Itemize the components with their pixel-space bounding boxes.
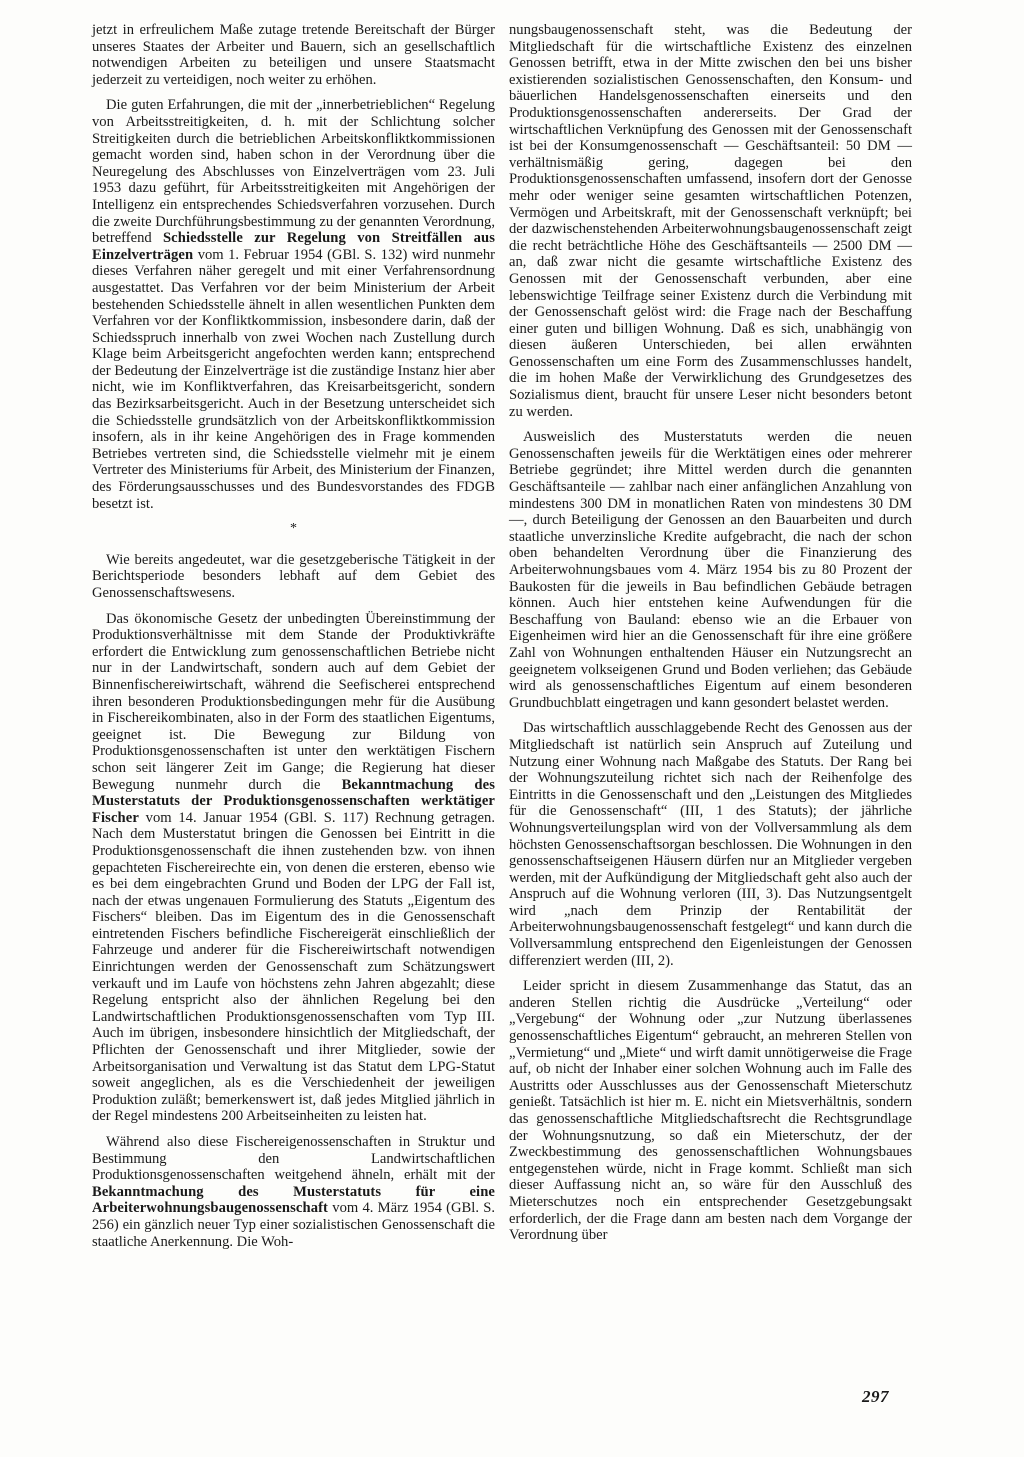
left-column [92,22,495,1259]
right-column [509,22,912,1253]
paragraph: Wie bereits angedeutet, war die gesetzgeberische Tätigkeit in der Berichtsperiode besonders lebhaft auf dem Gebiet des Genossenschaftswesens. [92,551,495,601]
page-number: 297 [862,1387,889,1406]
paragraph: Ausweislich des Musterstatuts werden die neuen Genossenschaften jeweils für die Werktätigen eines oder mehrerer Betriebe gegründet; ihre Mittel werden durch die genannten Geschäftsanteile — zahlbar nach einer anfänglichen Anzahlung von mindestens 300 DM in monatlichen Raten von mindestens 30 DM—, durch Beteiligung der Genossen an den Bauarbeiten und durch staatliche unverzinsliche Kredite aufgebracht, die nach der schon oben behandelten Verordnung über die Finanzierung des Arbeiterwohnungsbaues vom 4. März 1954 bis zu 80 Prozent der Baukosten für die jeweils in Bau befindlichen Gebäude betragen können. Auch hier entstehen keine Aufwendungen für die Beschaffung von Bauland: ebenso wie an die Erbauer von Eigenheimen wird hier an die Genossenschaft für ihre eine größere Zahl von Wohnungen enthaltenden Häuser ein Nutzungsrecht an geeignetem volkseigenen Grund und Boden verliehen; das Gebäude wird als genossenschaftliches Eigentum auf einem besonderen Grundbuchblatt eingetragen und kann gesondert belastet werden. [509,429,912,711]
paragraph: jetzt in erfreulichem Maße zutage tretende Bereitschaft der Bürger unseres Staates der Arbeiter und Bauern, sich an gesellschaftlich notwendigen Arbeiten zu beteiligen und unsere Staatsmacht jederzeit zu verteidigen, noch weiter zu erhöhen. [92,22,495,88]
paragraph: Das wirtschaftlich ausschlaggebende Recht des Genossen aus der Mitgliedschaft ist natürlich sein Anspruch auf Zuteilung und Nutzung einer Wohnung nach Maßgabe des Statuts. Der Rang bei der Wohnungszuteilung richtet sich nach der Reihenfolge des Eintritts in die Genossenschaft und den „Leistungen des Mitgliedes für die Genossenschaft“ (III, 1 des Statuts); der jährliche Wohnungsverteilungsplan wird von der Vollversammlung als dem höchsten Genossenschaftsorgan beschlossen. Die Wohnungen in den genossenschaftseigenen Häusern dürfen nur an Mitglieder vergeben werden, mit der Aufkündigung der Mitgliedschaft geht also auch der Anspruch auf die Wohnung verloren (III, 3). Das Nutzungsentgelt wird „nach dem Prinzip der Rentabilität der Arbeiterwohnungsbaugenossenschaft festgelegt“ und kann durch die Vollversammlung entsprechend den Eigenleistungen der Genossen differenziert werden (III, 2). [509,720,912,969]
bold-title: Bekanntmachung des Musterstatuts für eine Arbeiterwohnungsbaugenossenschaft [92,1183,495,1217]
bold-title: Bekanntmachung des Musterstatuts der Produktionsgenossenschaften werktätiger Fischer [92,776,495,826]
paragraph-text: Die guten Erfahrungen, die mit der „innerbetrieblichen“ Regelung von Arbeitsstreitigkeiten, d. h. mit der Schlichtung solcher Streitigkeiten durch die betrieblichen Arbeitskonfliktkommissionen gemacht worden sind, haben schon in der Verordnung über die Neuregelung des Abschlusses von Einzelverträgen vom 23. Juli 1953 dazu geführt, für Arbeitsstreitigkeiten mit Angehörigen der Intelligenz ein entsprechendes Schiedsverfahren vorzusehen. Durch die zweite Durchführungsbestimmung zu der genannten Verordnung, betreffend [92,97,495,247]
bold-title: Schiedsstelle zur Regelung von Streitfällen aus Einzelverträgen [92,230,495,263]
paragraph [92,611,495,1125]
paragraph [92,1134,495,1250]
paragraph-text: vom 1. Februar 1954 (GBl. S. 132) wird nunmehr dieses Verfahren näher geregelt und mit einer Verfahrensordnung ausgestattet. Das Verfahren vor der beim Ministerium der Arbeit bestehenden Schiedsstelle ähnelt in allen wesentlichen Punkten dem Verfahren vor der Konfliktkommission, insbesondere darin, daß der Schiedsspruch innerhalb von zwei Wochen nach Zustellung durch Klage beim Arbeitsgericht angefochten werden kann; entsprechend der Bedeutung der Einzelverträge ist die zuständige Instanz hier aber nicht, wie im Konfliktverfahren, das Kreisarbeitsgericht, sondern das Bezirksarbeitsgericht. Auch in der Besetzung unterscheidet sich die Schiedsstelle grundsätzlich von der Arbeitskonfliktkommission insofern, als in ihr keine Angehörigen des in Frage kommenden Betriebes vertreten sind, die Schiedsstelle vielmehr mit je einem Vertreter des Ministeriums für Arbeit, des Ministerium der Finanzen, des Förderungsausschusses und des Bundesvorstandes des FDGB besetzt ist. [92,246,495,512]
paragraph-text: Während also diese Fischereigenossenschaften in Struktur und Bestimmung den Landwirtschaftlichen Produktionsgenossenschaften weitgehend ähneln, erhält mit der [92,1134,495,1184]
section-separator: * [290,521,297,537]
paragraph: Leider spricht in diesem Zusammenhange das Statut, das an anderen Stellen richtig die Ausdrücke „Verteilung“ oder „Vergebung“ der Wohnung oder „zur Nutzung überlassenes genossenschaftliches Eigentum“ gebraucht, an mehreren Stellen von „Vermietung“ und „Miete“ und wirft damit unnötigerweise die Frage auf, ob nicht der Inhaber einer solchen Wohnung auch im Falle des Austritts oder Ausschlusses aus der Genossenschaft Mieterschutz genießt. Tatsächlich ist hier m. E. nicht ein Mietsverhältnis, sondern das genossenschaftliche Mitgliedschaftsrecht die Rechtsgrundlage der Wohnungsnutzung, so daß ein Mieterschutz, der der Zweckbestimmung des genossenschaftlichen Wohnungsbaues entgegenstehen würde, nicht in Frage kommt. Schließt man sich dieser Auffassung nicht an, so wäre für den Ausschluß des Mieterschutzes noch ein entsprechender Gesetzgebungsakt erforderlich, der die Frage dann am besten nach dem Vorgange der Verordnung über [509,978,912,1244]
paragraph [92,97,495,512]
paragraph: nungsbaugenossenschaft steht, was die Bedeutung der Mitgliedschaft für die wirtschaftliche Existenz des einzelnen Genossen betrifft, etwa in der Mitte zwischen den bei uns bisher existierenden sozialistischen Genossenschaften, den Konsum- und bäuerlichen Handelsgenossenschaften einerseits und den Produktionsgenossenschaften andererseits. Der Grad der wirtschaftlichen Verknüpfung des Genossen mit der Genossenschaft ist bei der Konsumgenossenschaft — Geschäftsanteil: 50 DM — verhältnismäßig gering, dagegen bei den Produktionsgenossenschaften umfassend, insofern dort der Genosse mehr oder weniger seine gesamten wirtschaftlichen Potenzen, Vermögen und Arbeitskraft, mit der Genossenschaft verknüpft; bei der dazwischenstehenden Arbeiterwohnungsbaugenossenschaft zeigt die recht beträchtliche Höhe des Geschäftsanteils — 2500 DM — an, daß zwar nicht die gesamte wirtschaftliche Existenz des Genossen mit der Genossenschaft verbunden, aber eine lebenswichtige Teilfrage seiner Existenz durch die Verbindung mit der Genossenschaft gelöst wird: die Frage nach der Beschaffung einer guten und billigen Wohnung. Daß es sich, unabhängig von diesen äußeren Unterschieden, bei allen erwähnten Genossenschaften um eine Form des Zusammenschlusses handelt, die im hohen Maße der Verwirklichung des Grundgesetzes des Sozialismus dient, braucht für unsere Leser nicht besonders betont zu werden. [509,22,912,420]
paragraph-text: Das ökonomische Gesetz der unbedingten Übereinstimmung der Produktionsverhältnisse mit dem Stande der Produktivkräfte erfordert die Entwicklung zum genossenschaftlichen Betriebe nicht nur in der Landwirtschaft, sondern auch auf dem Gebiet der Binnenfischereiwirtschaft, während die Seefischerei entsprechend ihren besonderen Produktionsbedingungen mehr für die Ausübung in Fischereikombinaten, also in der Form des staatlichen Eigentums, geeignet ist. Die Bewegung zur Bildung von Produktionsgenossenschaften ist unter den werktätigen Fischern schon seit längerer Zeit im Gange; die Regierung hat dieser Bewegung nunmehr durch die [92,610,495,793]
paragraph-text: vom 4. März 1954 (GBl. S. 256) ein gänzlich neuer Typ einer sozialistischen Genossenschaft die staatliche Anerkennung. Die Woh- [92,1200,495,1250]
paragraph-text: vom 14. Januar 1954 (GBl. S. 117) Rechnung getragen. Nach dem Musterstatut bringen die Genossen bei Eintritt in die Produktionsgenossenschaft die ihnen zustehenden bzw. von ihnen gepachteten Fischereirechte ein, von denen die ersteren, ebenso wie es bei dem eingebrachten Grund und Boden der LPG der Fall ist, nach der etwas ungenauen Formulierung des Statuts „Eigentum des Fischers“ bleiben. Das im Eigentum des in die Genossenschaft eintretenden Fischers befindliche Fischereigerät einschließlich der Fahrzeuge und anderer für die Fischereiwirtschaft notwendigen Einrichtungen werden der Genossenschaft zum Schätzungswert verkauft und im Laufe von höchstens zehn Jahren abgezahlt; diese Regelung entspricht also der ähnlichen Regelung bei den Landwirtschaftlichen Produktionsgenossenschaften vom Typ III. Auch im übrigen, insbesondere hinsichtlich der Mitgliedschaft, der Pflichten der Genossenschaft und ihrer Mitglieder, sowie der Arbeitsorganisation und Verwaltung ist das Statut dem LPG-Statut soweit angeglichen, als es die Verschiedenheit der jeweiligen Produktion zuläßt; bemerkenswert ist, daß jedes Mitglied jährlich in der Regel mindestens 200 Arbeitseinheiten zu leisten hat. [92,809,495,1125]
